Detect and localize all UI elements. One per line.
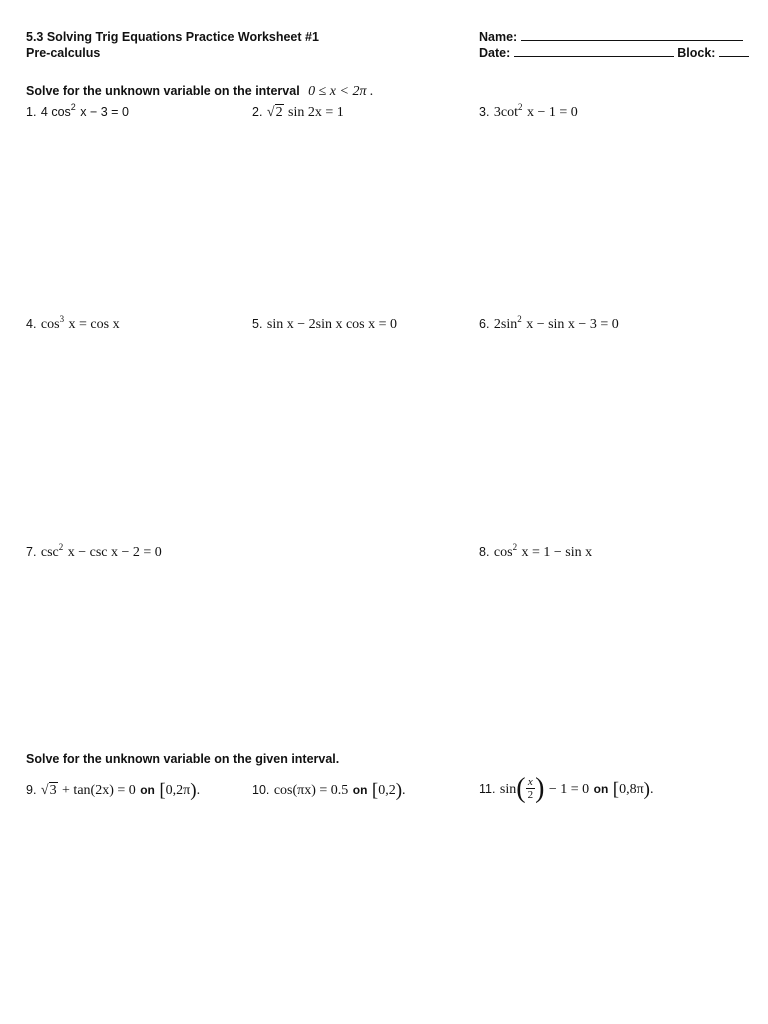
course-name: Pre-calculus xyxy=(26,46,101,60)
name-label: Name: xyxy=(479,30,518,44)
sqrt-symbol: √2 xyxy=(266,105,283,120)
name-blank xyxy=(521,30,743,41)
problem-11: 11. sin( $\frac{x}{2}$ ) − 1 = 0 on [0,8π). xyxy=(479,773,654,804)
problem-9: 9. √3 + tan(2x) = 0 on [0,2π). xyxy=(26,780,201,801)
date-label: Date: xyxy=(479,46,511,60)
problem-8: 8. $\cos^2 x = 1 - \sin x$ xyxy=(479,542,593,560)
problem-7: 7. $\csc^2 x - \csc x - 2 = 0$ xyxy=(26,542,162,560)
block-blank xyxy=(719,46,749,57)
problem-10: 10. cos(πx) = 0.5 on [0,2). xyxy=(252,780,406,801)
name-field xyxy=(479,30,743,44)
section-1-instruction: Solve for the unknown variable on the interval 0 ≤ x < 2π . xyxy=(26,84,374,99)
worksheet-title: 5.3 Solving Trig Equations Practice Worksheet #1 xyxy=(26,30,319,44)
date-block-field xyxy=(479,46,749,60)
section-2-instruction: Solve for the unknown variable on the given interval. xyxy=(26,752,340,766)
problem-5: 5. sin x − 2sin x cos x = 0 xyxy=(252,317,398,332)
date-blank xyxy=(514,46,674,57)
fraction: $\frac{x}{2}$ xyxy=(527,776,534,802)
problem-2: 2. √2 sin 2x = 1 xyxy=(252,105,344,120)
problem-6: 6. $2\sin^2$ x − sin x − 3 = 0 xyxy=(479,314,619,332)
problem-3: 3. $3\cot^2$ x − 1 = 0 xyxy=(479,102,578,120)
block-label: Block: xyxy=(677,46,716,60)
sqrt-symbol: √3 xyxy=(40,783,57,798)
interval-text: 0 ≤ x < 2π . xyxy=(308,84,374,99)
problem-4: 4. $\cos^3 x = \cos x$ xyxy=(26,314,120,332)
problem-1: 1. 4 $\cos^2 x - 3 = 0$ xyxy=(26,102,129,119)
